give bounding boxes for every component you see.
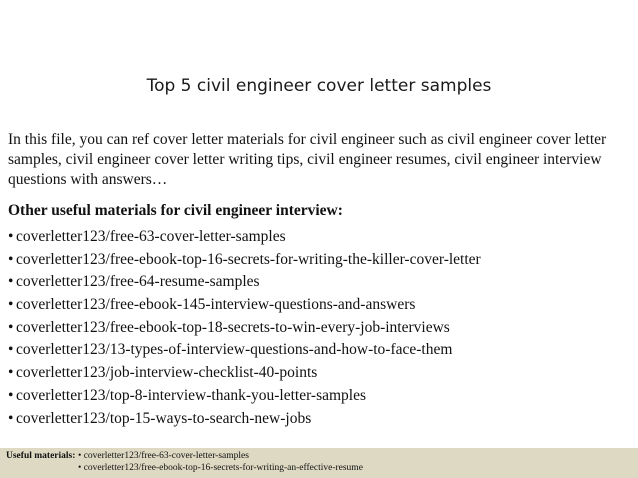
materials-heading: Other useful materials for civil engineer interview:	[8, 202, 343, 219]
materials-list-item	[8, 271, 481, 294]
materials-list-item	[8, 385, 481, 408]
bullet-icon: •	[8, 228, 14, 245]
bullet-icon: •	[8, 386, 14, 404]
footer-bar	[0, 448, 638, 478]
materials-list-item	[8, 226, 481, 249]
intro-line: questions with answers…	[8, 171, 168, 188]
material-link[interactable]: coverletter123/free-64-resume-samples	[16, 273, 260, 291]
bullet-icon: •	[8, 318, 14, 336]
material-link[interactable]: coverletter123/top-8-interview-thank-you-letter-samples	[16, 386, 367, 404]
materials-list-item	[8, 294, 481, 317]
materials-list	[8, 226, 481, 430]
footer-link[interactable]: • coverletter123/free-63-cover-letter-samples	[78, 451, 249, 461]
material-link[interactable]: coverletter123/free-ebook-top-16-secrets-for-writing-the-killer-cover-letter	[16, 250, 481, 268]
materials-list-item	[8, 408, 481, 431]
intro-paragraph	[8, 130, 636, 190]
bullet-icon: •	[8, 250, 14, 268]
intro-line: samples, civil engineer cover letter writing tips, civil engineer resumes, civil engineer interview	[8, 151, 602, 168]
page-title: Top 5 civil engineer cover letter samples	[146, 76, 492, 96]
bullet-icon: •	[8, 273, 14, 291]
materials-list-item	[8, 249, 481, 272]
bullet-icon: •	[8, 341, 14, 359]
materials-list-item	[8, 362, 481, 385]
footer-label: Useful materials:	[6, 451, 76, 461]
material-link[interactable]: coverletter123/job-interview-checklist-40-points	[16, 364, 318, 382]
intro-line: In this file, you can ref cover letter materials for civil engineer such as civil engineer cover letter	[8, 131, 607, 148]
bullet-icon: •	[8, 409, 14, 427]
material-link[interactable]: coverletter123/free-63-cover-letter-samples	[16, 228, 286, 245]
materials-list-item	[8, 339, 481, 362]
material-link[interactable]: coverletter123/13-types-of-interview-questions-and-how-to-face-them	[16, 341, 453, 359]
material-link[interactable]: coverletter123/free-ebook-top-18-secrets-to-win-every-job-interviews	[16, 318, 450, 336]
footer-link[interactable]: • coverletter123/free-ebook-top-16-secrets-for-writing-an-effective-resume	[78, 463, 363, 473]
material-link[interactable]: coverletter123/top-15-ways-to-search-new-jobs	[16, 409, 312, 427]
bullet-icon: •	[8, 364, 14, 382]
bullet-icon: •	[8, 296, 14, 314]
materials-list-item	[8, 317, 481, 340]
material-link[interactable]: coverletter123/free-ebook-145-interview-questions-and-answers	[16, 296, 416, 314]
